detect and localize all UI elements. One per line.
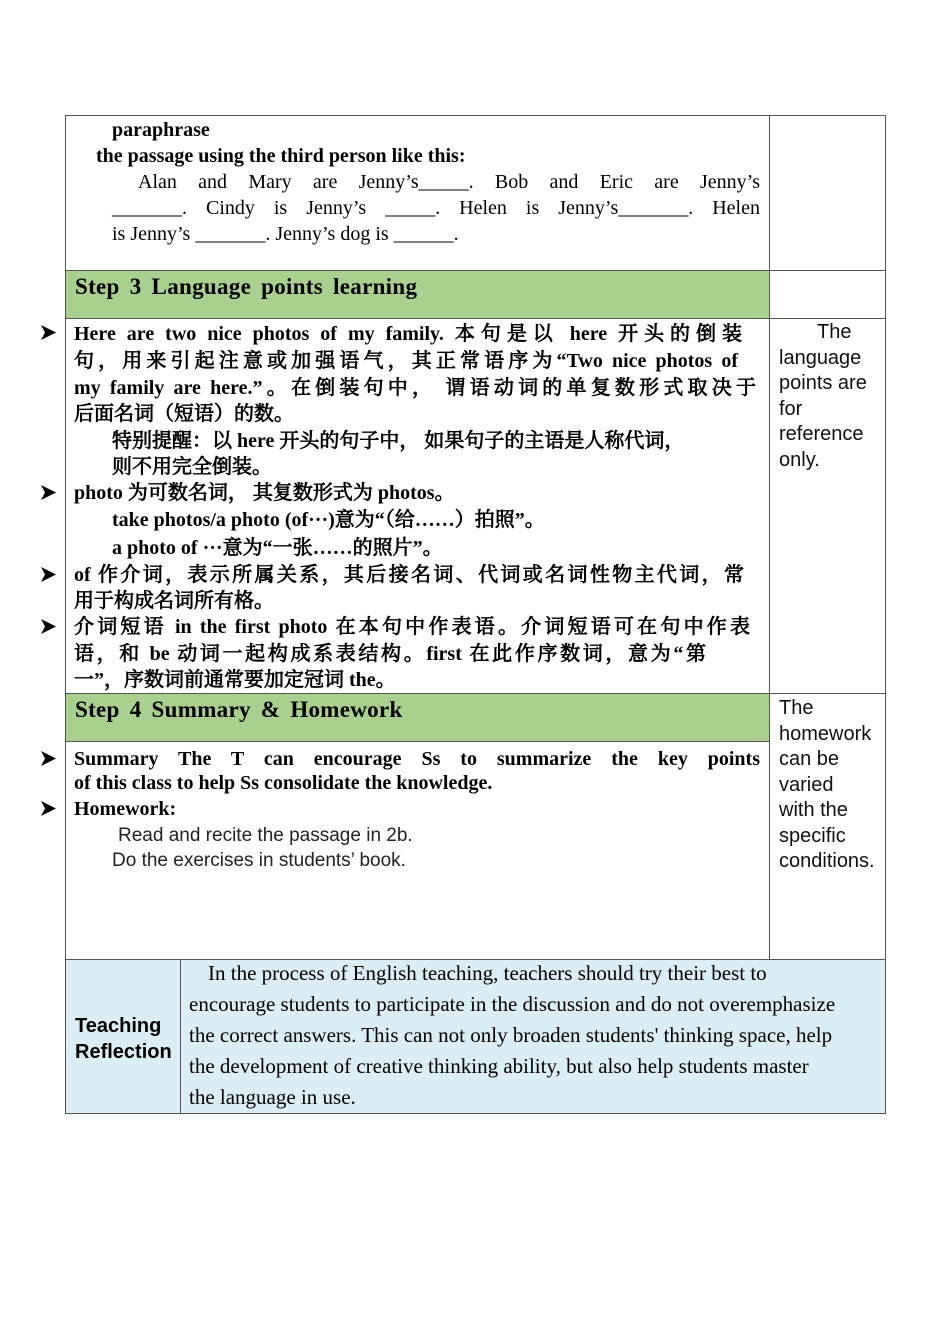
bullet-arrow-icon xyxy=(40,566,57,583)
step3-line: 用于构成名词所有格。 xyxy=(74,590,274,612)
column-divider xyxy=(769,115,770,960)
reflection-divider xyxy=(180,959,181,1114)
reflection-label xyxy=(75,1013,172,1065)
step3-line: 一”，序数词前通常要加定冠词 the。 xyxy=(74,669,396,691)
table-border-left xyxy=(65,115,66,1114)
bullet-arrow-icon xyxy=(40,750,57,767)
step3-line: photo 为可数名词， 其复数形式为 photos。 xyxy=(74,482,455,504)
step3-line: a photo of ···意为“一张……的照片”。 xyxy=(112,537,443,559)
step3-note-line: The xyxy=(817,321,852,343)
homework-item: Do the exercises in students’ book. xyxy=(112,850,406,871)
step3-title: Step 3 Language points learning xyxy=(75,274,418,299)
homework-item: Read and recite the passage in 2b. xyxy=(118,825,413,846)
table-border-bottom xyxy=(65,1113,886,1114)
step4-note-line: The xyxy=(779,697,814,719)
table-border-top xyxy=(65,115,886,116)
reflection-label-line-1: Teaching xyxy=(75,1015,162,1037)
reflection-line: encourage students to participate in the discussion and do not overemphasize xyxy=(189,992,836,1016)
step3-line: take photos/a photo (of···)意为“（给……）拍照”。 xyxy=(112,509,545,531)
summary-line-2: of this class to help Ss consolidate the knowledge. xyxy=(74,772,493,794)
row-divider-4 xyxy=(65,741,770,742)
row-divider-1 xyxy=(65,270,886,271)
step4-note-line: can be xyxy=(779,748,840,770)
step3-note-line: only. xyxy=(779,448,820,471)
step3-note xyxy=(779,320,879,473)
bullet-arrow-icon xyxy=(40,618,57,635)
table-border-right xyxy=(885,115,886,1114)
step3-note-line: language xyxy=(779,346,862,369)
step3-line: 则不用完全倒装。 xyxy=(112,456,272,478)
reflection-line: the correct answers. This can not only broaden students' thinking space, help xyxy=(189,1023,833,1047)
step3-line: 后面名词（短语）的数。 xyxy=(74,403,294,425)
step4-note-line: specific xyxy=(779,824,846,847)
bullet-arrow-icon xyxy=(40,484,57,501)
paraphrase-line-2: _______. Cindy is Jenny’s _____. Helen is Jenny’s_______. Helen xyxy=(112,197,760,219)
step4-note-line: conditions. xyxy=(779,850,875,872)
row-divider-3 xyxy=(65,693,886,694)
paraphrase-intro: the passage using the third person like this: xyxy=(96,145,466,167)
step4-note-line: varied xyxy=(779,773,834,796)
step3-line: 语，和 be 动词一起构成系表结构。first 在此作序数词，意为“第 xyxy=(74,643,706,665)
paraphrase-line-1: Alan and Mary are Jenny’s_____. Bob and Eric are Jenny’s xyxy=(138,171,760,193)
step3-line: 特别提醒：以 here 开头的句子中， 如果句子的主语是人称代词， xyxy=(112,430,685,452)
step3-line: Here are two nice photos of my family. 本句是以 here 开头的倒装 xyxy=(74,323,742,345)
reflection-label-line-2: Reflection xyxy=(75,1041,172,1063)
step3-line: my family are here.”。在倒装句中， 谓语动词的单复数形式取决于 xyxy=(74,377,756,399)
step3-line: 句，用来引起注意或加强语气，其正常语序为“Two nice photos of xyxy=(74,350,738,372)
reflection-text xyxy=(189,958,881,1113)
reflection-line: In the process of English teaching, teachers should try their best to xyxy=(208,961,767,985)
reflection-line: the development of creative thinking ability, but also help students master xyxy=(189,1054,809,1078)
step4-note xyxy=(779,696,883,875)
homework-label: Homework: xyxy=(74,798,177,820)
row-divider-2 xyxy=(65,318,886,319)
step3-line: 介词短语 in the first photo 在本句中作表语。介词短语可在句中作表 xyxy=(74,616,750,638)
reflection-line: the language in use. xyxy=(189,1085,356,1109)
paraphrase-heading: paraphrase xyxy=(112,119,210,141)
step3-title-bar xyxy=(66,271,769,318)
summary-line-1: Summary The T can encourage Ss to summarize the key points xyxy=(74,748,760,770)
step3-line: of 作介词，表示所属关系，其后接名词、代词或名词性物主代词，常 xyxy=(74,564,744,586)
step4-title: Step 4 Summary & Homework xyxy=(75,697,403,722)
bullet-arrow-icon xyxy=(40,800,57,817)
step4-note-line: homework xyxy=(779,722,872,745)
step3-note-line: for xyxy=(779,397,803,420)
paraphrase-line-3: is Jenny’s _______. Jenny’s dog is ______. xyxy=(112,223,459,245)
step3-note-line: reference xyxy=(779,423,864,445)
step4-note-line: with the xyxy=(779,799,848,821)
step4-title-bar xyxy=(66,694,769,741)
bullet-arrow-icon xyxy=(40,324,57,341)
step3-note-line: points are xyxy=(779,372,867,394)
